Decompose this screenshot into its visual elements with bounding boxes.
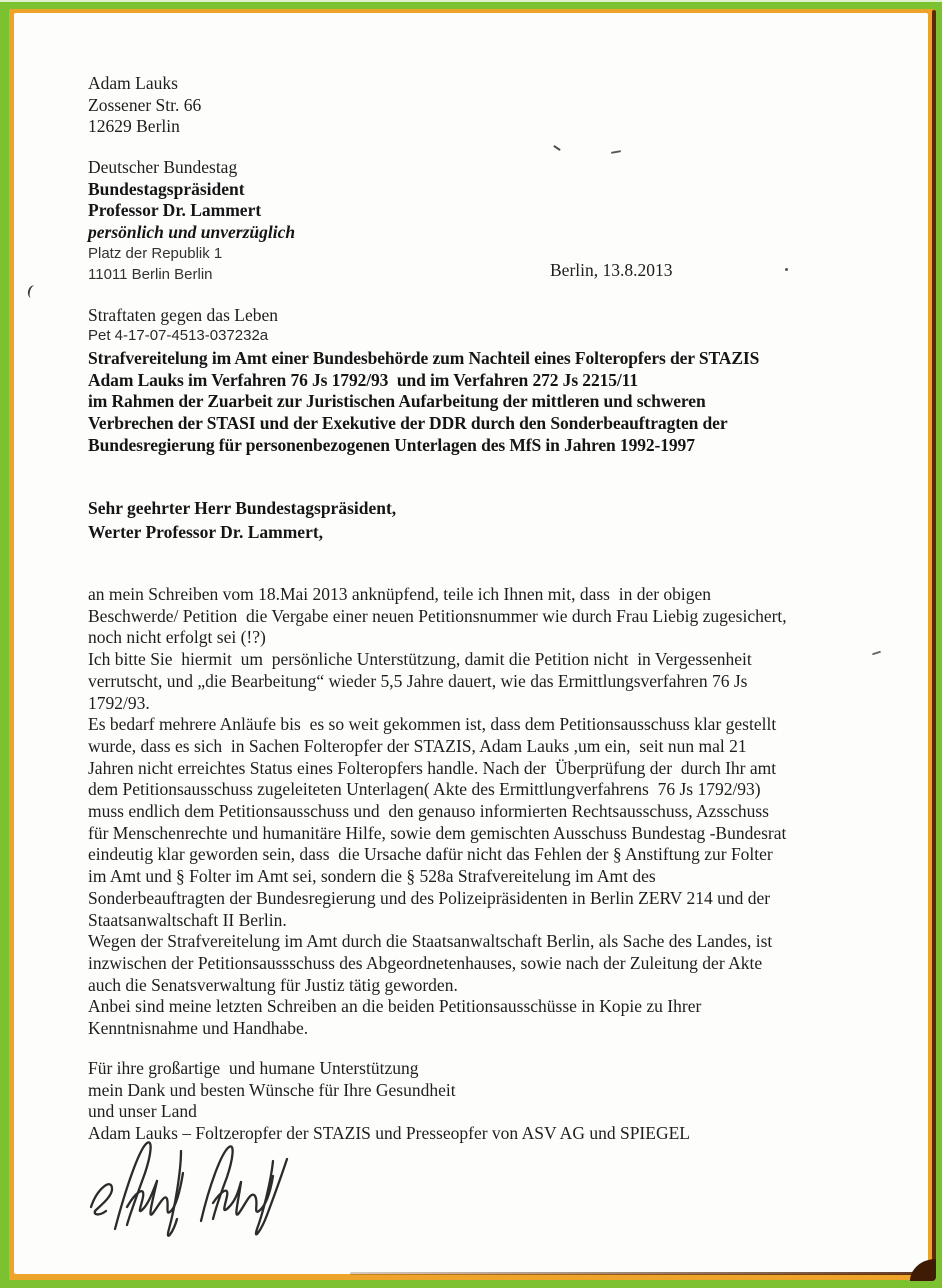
date-line: Berlin, 13.8.2013	[550, 260, 673, 280]
closing-line: und unser Land	[88, 1101, 197, 1122]
closing-line: Für ihre großartige und humane Unterstützung	[88, 1058, 419, 1078]
body-line: Ich bitte Sie hiermit um persönliche Unterstützung, damit die Petition nicht in Vergessenheit	[88, 649, 752, 670]
scan-artifact-tick	[553, 145, 561, 151]
scan-edge-shadow-bottom	[350, 1272, 924, 1275]
body-line: Anbei sind meine letzten Schreiben an die beiden Petitionsausschüsse in Kopie zu Ihrer	[88, 996, 702, 1017]
sender-line: 12629 Berlin	[88, 116, 180, 137]
subject-intro: Straftaten gegen das Leben	[88, 305, 278, 325]
closing-line: mein Dank und besten Wünsche für Ihre Gesundheit	[88, 1079, 456, 1100]
body-line: inzwischen der Petitionsaussschuss des Abgeordnetenhauses, sowie nach der Zuleitung der Akte	[88, 952, 763, 973]
subject-block	[88, 348, 858, 457]
body-line: Wegen der Strafvereitelung im Amt durch die Staatsanwaltschaft Berlin, als Sache des Landes, ist	[88, 931, 773, 952]
body-line: für Menschenrechte und humanitäre Hilfe, sowie dem gemischten Ausschuss Bundestag -Bundesrat	[88, 822, 787, 843]
scan-artifact-dash	[872, 651, 881, 656]
body-line: Kenntnisnahme und Handhabe.	[88, 1018, 309, 1039]
recipient-name: Professor Dr. Lammert	[88, 200, 262, 220]
subject-line: Verbrechen der STASI und der Exekutive der DDR durch den Sonderbeauftragten der	[88, 413, 728, 434]
scan-artifact-tick	[611, 150, 621, 154]
scan-artifact-mark	[26, 284, 37, 299]
letter-page	[14, 13, 928, 1274]
body-line: Sonderbeauftragten der Bundesregierung und des Polizeipräsidenten in Berlin ZERV 214 und der	[88, 887, 771, 908]
subject-line: Bundesregierung für personenbezogenen Unterlagen des MfS in Jahren 1992-1997	[88, 434, 695, 455]
subject-line: im Rahmen der Zuarbeit zur Juristischen Aufarbeitung der mittleren und schweren	[88, 391, 706, 412]
recipient-city: 11011 Berlin Berlin	[88, 266, 213, 283]
body-line: wurde, dass es sich in Sachen Folteropfer der STAZIS, Adam Lauks ,um ein, seit nun mal 21	[88, 735, 747, 756]
closing-line: Adam Lauks – Foltzeropfer der STAZIS und Presseopfer von ASV AG und SPIEGEL	[88, 1123, 690, 1144]
body-line: Staatsanwaltschaft II Berlin.	[88, 909, 287, 930]
recipient-address	[88, 157, 295, 285]
scan-edge-shadow-right	[932, 10, 936, 1278]
body-line: verrutscht, und „die Bearbeitung“ wieder 5,5 Jahre dauert, wie das Ermittlungsverfahren 76 Js	[88, 670, 748, 691]
body-line: im Amt und § Folter im Amt sei, sondern die § 528a Strafvereitelung im Amt des	[88, 866, 656, 887]
body-line: dem Petitionsausschuss zugeleiteten Unterlagen( Akte des Ermittlungverfahrens 76 Js 1792/93)	[88, 779, 761, 800]
scan-glare	[0, 0, 942, 2]
body-line: eindeutig klar geworden sein, dass die Ursache dafür nicht das Fehlen der § Anstiftung zur Folter	[88, 844, 773, 865]
body-line: Es bedarf mehrere Anläufe bis es so weit gekommen ist, dass dem Petitionsausschuss klar gestellt	[88, 714, 777, 735]
salutation-line: Sehr geehrter Herr Bundestagspräsident,	[88, 498, 397, 518]
recipient-delivery-note: persönlich und unverzüglich	[88, 221, 296, 242]
handwritten-signature	[79, 1131, 319, 1251]
body-line: Jahren nicht erreichtes Status eines Folteropfers handle. Nach der Überprüfung der durch Ihr amt	[88, 757, 777, 778]
recipient-org: Deutscher Bundestag	[88, 157, 238, 177]
body-line: auch die Senatsverwaltung für Justiz tätig geworden.	[88, 974, 458, 995]
body-line: Beschwerde/ Petition die Vergabe einer neuen Petitionsnummer wie durch Frau Liebig zugesichert,	[88, 605, 787, 626]
inner-frame	[9, 9, 933, 1280]
petition-reference-number: Pet 4-17-07-4513-037232a	[88, 327, 269, 344]
letter-body	[88, 584, 868, 1040]
body-line: muss endlich dem Petitionsausschuss und den genauso informierten Rechtsausschuss, Azsschuss	[88, 801, 769, 822]
recipient-title: Bundestagspräsident	[88, 178, 245, 199]
subject-line: Adam Lauks im Verfahren 76 Js 1792/93 und im Verfahren 272 Js 2215/11	[88, 369, 639, 390]
subject-line: Strafvereitelung im Amt einer Bundesbehörde zum Nachteil eines Folteropfers der STAZIS	[88, 348, 760, 368]
sender-address	[88, 73, 201, 138]
body-line: 1792/93.	[88, 692, 150, 713]
sender-line: Zossener Str. 66	[88, 94, 202, 115]
salutation	[88, 496, 396, 544]
body-line: an mein Schreiben vom 18.Mai 2013 anknüpfend, teile ich Ihnen mit, dass in der obigen	[88, 584, 712, 604]
sender-line: Adam Lauks	[88, 73, 178, 93]
body-line: noch nicht erfolgt sei (!?)	[88, 627, 266, 648]
salutation-line: Werter Professor Dr. Lammert,	[88, 522, 324, 542]
scan-artifact-dot	[785, 268, 788, 271]
recipient-street: Platz der Republik 1	[88, 245, 223, 262]
